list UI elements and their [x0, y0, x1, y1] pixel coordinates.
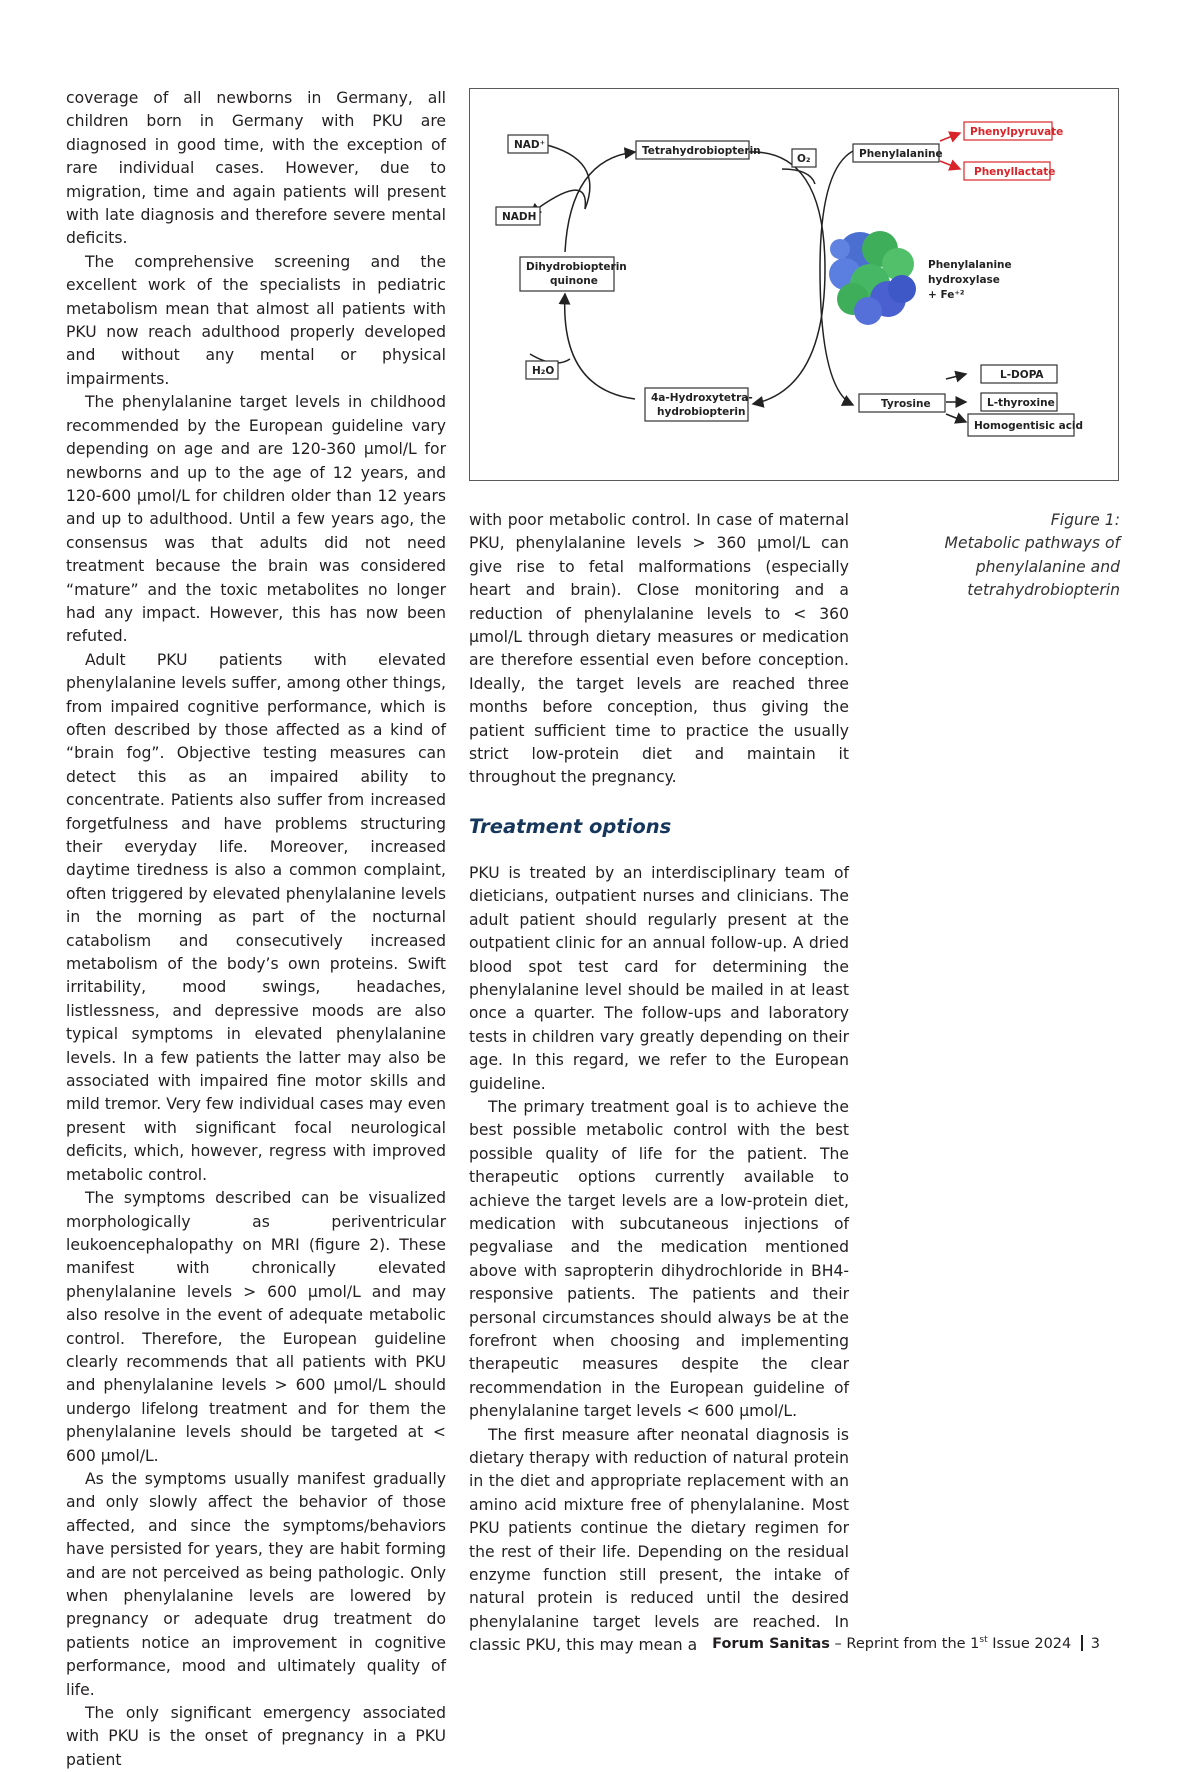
svg-text:NAD⁺: NAD⁺: [514, 139, 546, 151]
svg-text:4a-Hydroxytetra-: 4a-Hydroxytetra-: [651, 392, 753, 404]
svg-text:quinone: quinone: [550, 275, 598, 287]
node-lthyroxine: [981, 393, 1057, 411]
node-phenylalanine: [853, 144, 943, 162]
svg-text:+ Fe⁺²: + Fe⁺²: [928, 289, 965, 301]
middle-text-column: [469, 509, 849, 1658]
body-paragraph: The phenylalanine target levels in childhood recommended by the European guideline vary depending on age and are 120-360 µmol/L for newborns and up to the age of 12 years, and 120-600 µmol/L for children older than 12 years and up to adulthood. Until a few years ago, the consensus was that adults did not need treatment because the brain was considered “mature” and the toxic metabolites no longer had any impact. However, this has now been refuted.: [66, 393, 446, 646]
body-paragraph: with poor metabolic control. In case of maternal PKU, phenylalanine levels > 360 µmol/L can give rise to fetal malformations (especially heart and brain). Close monitoring and a reduction of phenylalanine levels to < 360 µmol/L through dietary measures or medication are therefore essential even before conception. Ideally, the target levels are reached three months before conception, thus giving the patient sufficient time to practice the usually strict low-protein diet and maintain it throughout the pregnancy.: [469, 511, 849, 787]
red-arrow-phenylpyruvate: [940, 133, 960, 141]
svg-text:Phenyllactate: Phenyllactate: [974, 166, 1056, 178]
journal-name: Forum Sanitas: [712, 1636, 830, 1652]
bh4-oxidation-arc: [748, 152, 825, 404]
page-number: 3: [1090, 1636, 1100, 1652]
dihydro-to-tetrahydro-arc: [565, 152, 635, 252]
svg-text:NADH: NADH: [502, 211, 537, 223]
node-phenyllactate: [964, 162, 1055, 180]
figure-caption: [880, 509, 1120, 603]
footer-divider: [1081, 1635, 1083, 1651]
red-arrow-phenyllactate: [940, 161, 960, 169]
svg-text:Phenylalanine: Phenylalanine: [859, 148, 943, 160]
body-paragraph: The only significant emergency associated with PKU is the onset of pregnancy in a PKU patient: [66, 1704, 446, 1769]
body-paragraph: The primary treatment goal is to achieve the best possible metabolic control with the best possible quality of life for the patient. The therapeutic options currently available to achieve the target levels are a low-protein diet, medication with subcutaneous injections of pegvaliase and the medication mentioned above with sapropterin dihydrochloride in BH4-responsive patients. The patients and their personal circumstances should always be at the forefront when choosing and implementing therapeutic measures despite the clear recommendation in the European guideline of phenylalanine target levels < 600 µmol/L.: [469, 1097, 849, 1421]
body-paragraph: coverage of all newborns in Germany, all children born in Germany with PKU are diagnosed in good time, with the exception of rare individual cases. However, due to migration, time and again patients will present with late diagnosis and therefore severe mental deficits.: [66, 89, 446, 248]
svg-text:hydroxylase: hydroxylase: [928, 274, 1000, 286]
svg-text:Homogentisic acid: Homogentisic acid: [974, 420, 1084, 432]
page-footer: [700, 1635, 1100, 1652]
caption-line: Figure 1:: [1050, 511, 1120, 529]
enzyme-structure-image: [829, 231, 916, 325]
hydroxy-to-dihydro-arc: [565, 294, 635, 399]
node-ldopa: [981, 365, 1057, 383]
svg-text:hydrobiopterin: hydrobiopterin: [657, 406, 746, 418]
left-text-column: [66, 87, 446, 1772]
body-paragraph: The comprehensive screening and the excellent work of the specialists in pediatric metabolism mean that almost all patients with PKU now reach adulthood properly developed and without any mental or physical impairments.: [66, 252, 446, 388]
svg-text:L-thyroxine: L-thyroxine: [987, 397, 1055, 409]
nad-reduction-arc: [543, 144, 590, 209]
node-tetrahydrobiopterin: [636, 141, 761, 159]
caption-line: phenylalanine and: [975, 557, 1120, 576]
node-homogentisic-acid: [968, 414, 1083, 436]
enzyme-label: [928, 259, 1012, 301]
body-paragraph: Adult PKU patients with elevated phenylalanine levels suffer, among other things, from impaired cognitive performance, which is often described by those affected as a kind of “brain fog”. Objective testing measures can detect this as an impaired ability to concentrate. Patients also suffer from increased forgetfulness and have problems structuring their everyday life. Moreover, increased daytime tiredness is also a common complaint, often triggered by elevated phenylalanine levels in the morning as part of the nocturnal catabolism and consecutively increased metabolism of the body’s own proteins. Swift irritability, mood swings, headaches, listlessness, and depressive moods are also typical symptoms in elevated phenylalanine levels. In a few patients the latter may also be associated with impaired fine motor skills and mild tremor. Very few individual cases may even present with significant focal neurological deficits, which, however, regress with improved metabolic control.: [66, 650, 446, 1184]
caption-line: Metabolic pathways of: [944, 534, 1120, 553]
node-water: [526, 361, 558, 379]
node-phenylpyruvate: [964, 122, 1063, 140]
oxygen-arc: [782, 169, 815, 184]
node-oxygen: [792, 149, 816, 167]
svg-text:Dihydrobiopterin: Dihydrobiopterin: [526, 261, 627, 273]
svg-text:L-DOPA: L-DOPA: [1000, 369, 1044, 381]
body-paragraph: PKU is treated by an interdisciplinary team of dieticians, outpatient nurses and clinicians. The adult patient should regularly present at the outpatient clinic for an annual follow-up. A dried blood spot test card for determining the phenylalanine level should be mailed in at least once a quarter. The follow-ups and laboratory tests in children vary greatly depending on their age. In this regard, we refer to the European guideline.: [469, 863, 849, 1093]
arrow-homogentisic: [946, 414, 966, 422]
node-dihydrobiopterin-quinone: [520, 257, 627, 291]
svg-text:O₂: O₂: [797, 153, 811, 165]
body-paragraph: The first measure after neonatal diagnosis is dietary therapy with reduction of natural protein in the diet and appropriate replacement with an amino acid mixture free of phenylalanine. Most PKU patients continue the dietary regimen for the rest of their life. Depending on the residual enzyme function still present, the intake of natural protein is reduced until the desired phenylalanine target levels are reached. In classic PKU, this may mean a: [469, 1425, 849, 1655]
svg-text:H₂O: H₂O: [532, 365, 555, 377]
caption-line: tetrahydrobiopterin: [967, 581, 1120, 600]
body-paragraph: As the symptoms usually manifest gradually and only slowly affect the behavior of those affected, and since the symptoms/behaviors have persisted for years, they are habit forming and are not perceived as being pathologic. Only when phenylalanine levels are lowered by pregnancy or adequate drug treatment do patients notice an improvement in cognitive performance, mood and ultimately quality of life.: [66, 1469, 446, 1699]
reprint-text: – Reprint from the 1st Issue 2024: [834, 1635, 1072, 1652]
svg-text:Tetrahydrobiopterin: Tetrahydrobiopterin: [642, 145, 761, 157]
node-tyrosine: [859, 394, 945, 412]
section-heading: Treatment options: [469, 814, 672, 838]
pathway-diagram: [470, 89, 1120, 482]
body-paragraph: The symptoms described can be visualized morphologically as periventricular leukoencephalopathy on MRI (figure 2). These manifest with chronically elevated phenylalanine levels > 600 µmol/L and may also resolve in the event of adequate metabolic control. Therefore, the European guideline clearly recommends that all patients with PKU and phenylalanine levels > 600 µmol/L should undergo lifelong treatment and for them the phenylalanine levels should be targeted at < 600 µmol/L.: [66, 1189, 446, 1465]
svg-text:Phenylpyruvate: Phenylpyruvate: [970, 126, 1064, 138]
node-nadh: [496, 207, 540, 225]
node-4a-hydroxytetrahydrobiopterin: [645, 388, 753, 421]
arrow-ldopa: [946, 374, 966, 379]
svg-text:Tyrosine: Tyrosine: [881, 398, 931, 410]
metabolic-pathway-figure: [469, 88, 1119, 481]
svg-text:Phenylalanine: Phenylalanine: [928, 259, 1012, 271]
node-nad-plus: [508, 135, 548, 153]
